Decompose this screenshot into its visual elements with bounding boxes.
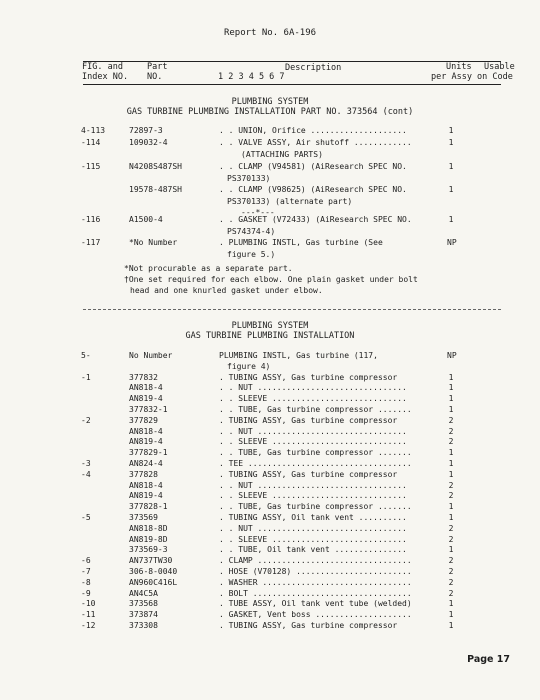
footnote-elbow-set-cont: head and one knurled gasket under elbow.: [130, 286, 323, 295]
parts-row: [0, 406, 540, 416]
units-per-assy: 1: [448, 405, 454, 414]
fig-index: -3: [81, 459, 91, 468]
parts-row: [0, 417, 540, 427]
fig-index: -2: [81, 416, 91, 425]
part-number: AN960C416L: [129, 578, 178, 587]
fig-index: 4-113: [81, 126, 106, 135]
fig-index: -115: [81, 162, 101, 171]
parts-row: [0, 175, 540, 185]
description: . . GASKET (V72433) (AiResearch SPEC NO.: [219, 215, 412, 224]
description: . TUBING ASSY, Gas turbine compressor: [219, 470, 398, 479]
description: . TUBING ASSY, Gas turbine compressor: [219, 621, 398, 630]
parts-row: [0, 186, 540, 196]
units-per-assy: 2: [448, 535, 454, 544]
parts-row: [0, 471, 540, 481]
part-number: AN818-8D: [129, 524, 168, 533]
description: (ATTACHING PARTS): [241, 150, 323, 159]
parts-row: [0, 384, 540, 394]
header-bottom-rule: [83, 84, 501, 85]
header-usable-line2: on Code: [477, 72, 513, 82]
units-per-assy: 1: [448, 383, 454, 392]
description: ---*---: [241, 208, 275, 217]
description: PS370133): [227, 174, 271, 183]
units-per-assy: 1: [448, 138, 454, 147]
part-number: 377829-1: [129, 448, 168, 457]
units-per-assy: 1: [448, 502, 454, 511]
units-per-assy: 1: [448, 599, 454, 608]
units-per-assy: 2: [448, 416, 454, 425]
description: PLUMBING INSTL, Gas turbine (117,: [219, 351, 378, 360]
description: . . UNION, Orifice ....................: [219, 126, 407, 135]
header-units-line2: per Assy: [431, 72, 472, 82]
part-number: 377832-1: [129, 405, 168, 414]
description: . TUBING ASSY, Oil tank vent ..........: [219, 513, 407, 522]
description: . BOLT .................................: [219, 589, 412, 598]
part-number: N4208S487SH: [129, 162, 182, 171]
description: . . TUBE, Gas turbine compressor .......: [219, 405, 412, 414]
units-per-assy: 2: [448, 481, 454, 490]
parts-row: [0, 216, 540, 226]
fig-index: -10: [81, 599, 96, 608]
units-per-assy: 1: [448, 470, 454, 479]
parts-row: [0, 514, 540, 524]
parts-row: [0, 239, 540, 249]
description: PS74374-4): [227, 227, 276, 236]
description: figure 4): [227, 362, 271, 371]
fig-index: -1: [81, 373, 91, 382]
units-per-assy: 2: [448, 437, 454, 446]
fig-index: -8: [81, 578, 91, 587]
parts-row: [0, 579, 540, 589]
description: . TUBE ASSY, Oil tank vent tube (welded): [219, 599, 412, 608]
units-per-assy: 2: [448, 589, 454, 598]
part-number: 377829: [129, 416, 158, 425]
parts-row: [0, 492, 540, 502]
parts-row: [0, 622, 540, 632]
units-per-assy: NP: [447, 238, 457, 247]
fig-index: -114: [81, 138, 101, 147]
part-number: 19578-487SH: [129, 185, 182, 194]
part-number: A1500-4: [129, 215, 163, 224]
parts-row: [0, 600, 540, 610]
part-number: AN4C5A: [129, 589, 158, 598]
part-number: 377828: [129, 470, 158, 479]
parts-row: [0, 228, 540, 238]
description: . . TUBE, Gas turbine compressor .......: [219, 448, 412, 457]
units-per-assy: 1: [448, 215, 454, 224]
part-number: AN737TW30: [129, 556, 173, 565]
fig-index: -6: [81, 556, 91, 565]
part-number: AN819-4: [129, 394, 163, 403]
description: . . CLAMP (V98625) (AiResearch SPEC NO.: [219, 185, 407, 194]
parts-row: [0, 503, 540, 513]
parts-row: [0, 151, 540, 161]
part-number: 72897-3: [129, 126, 163, 135]
part-number: AN819-8D: [129, 535, 168, 544]
header-usable-line1: Usable: [484, 62, 515, 72]
units-per-assy: 1: [448, 126, 454, 135]
description: . HOSE (V70128) ........................: [219, 567, 412, 576]
units-per-assy: 2: [448, 567, 454, 576]
units-per-assy: 1: [448, 610, 454, 619]
parts-row: [0, 568, 540, 578]
section1-title: PLUMBING SYSTEM: [231, 97, 309, 107]
description: . GASKET, Vent boss ....................: [219, 610, 412, 619]
part-number: AN819-4: [129, 437, 163, 446]
description: . . SLEEVE ............................: [219, 491, 407, 500]
parts-row: [0, 395, 540, 405]
units-per-assy: 2: [448, 578, 454, 587]
description: PS370133) (alternate part): [227, 197, 353, 206]
parts-row: [0, 449, 540, 459]
description: . . NUT ...............................: [219, 524, 407, 533]
header-top-rule: [83, 61, 501, 62]
units-per-assy: 1: [448, 513, 454, 522]
part-number: AN818-4: [129, 383, 163, 392]
description: figure 5.): [227, 250, 276, 259]
section2-title: PLUMBING SYSTEM: [231, 321, 309, 331]
parts-row: [0, 198, 540, 208]
part-number: 109032-4: [129, 138, 168, 147]
section1-subtitle: GAS TURBINE PLUMBING INSTALLATION PART NO. 373564 (cont): [126, 107, 414, 117]
parts-row: [0, 163, 540, 173]
part-number: AN824-4: [129, 459, 163, 468]
header-indent-digits: 1 2 3 4 5 6 7: [218, 72, 285, 82]
fig-index: -4: [81, 470, 91, 479]
part-number: 373568: [129, 599, 158, 608]
parts-row: [0, 525, 540, 535]
units-per-assy: 2: [448, 491, 454, 500]
footnote-elbow-set: †One set required for each elbow. One plain gasket under bolt: [124, 275, 418, 284]
header-part-line2: NO.: [147, 72, 163, 82]
units-per-assy: 1: [448, 448, 454, 457]
description: . . NUT ...............................: [219, 481, 407, 490]
description: . . CLAMP (V94581) (AiResearch SPEC NO.: [219, 162, 407, 171]
section-divider: [83, 309, 501, 310]
part-number: *No Number: [129, 238, 178, 247]
fig-index: -117: [81, 238, 101, 247]
description: . WASHER ...............................: [219, 578, 412, 587]
fig-index: 5-: [81, 351, 91, 360]
page-number: Page 17: [467, 654, 510, 665]
section2-subtitle: GAS TURBINE PLUMBING INSTALLATION: [185, 331, 355, 341]
units-per-assy: 1: [448, 373, 454, 382]
part-number: 373874: [129, 610, 158, 619]
header-part-line1: Part: [147, 62, 168, 72]
part-number: 373569: [129, 513, 158, 522]
description: . CLAMP ................................: [219, 556, 412, 565]
description: . . SLEEVE ............................: [219, 437, 407, 446]
part-number: AN819-4: [129, 491, 163, 500]
header-fig-line2: Index NO.: [82, 72, 129, 82]
units-per-assy: NP: [447, 351, 457, 360]
units-per-assy: 2: [448, 427, 454, 436]
parts-row: [0, 438, 540, 448]
parts-row: [0, 352, 540, 362]
footnote-not-procurable: *Not procurable as a separate part.: [124, 264, 293, 273]
header-fig-line1: FIG. and: [82, 62, 123, 72]
header-description: Description: [285, 63, 342, 73]
description: . . NUT ...............................: [219, 427, 407, 436]
parts-row: [0, 611, 540, 621]
part-number: No Number: [129, 351, 173, 360]
description: . TUBING ASSY, Gas turbine compressor: [219, 416, 398, 425]
part-number: AN818-4: [129, 427, 163, 436]
description: . . VALVE ASSY, Air shutoff ............: [219, 138, 412, 147]
description: . TEE ..................................: [219, 459, 412, 468]
header-units-line1: Units: [446, 62, 472, 72]
part-number: 377828-1: [129, 502, 168, 511]
description: . . NUT ...............................: [219, 383, 407, 392]
description: . . SLEEVE ............................: [219, 535, 407, 544]
parts-row: [0, 546, 540, 556]
fig-index: -11: [81, 610, 96, 619]
description: . TUBING ASSY, Gas turbine compressor: [219, 373, 398, 382]
description: . . TUBE, Gas turbine compressor .......: [219, 502, 412, 511]
parts-row: [0, 557, 540, 567]
units-per-assy: 1: [448, 394, 454, 403]
parts-row: [0, 139, 540, 149]
part-number: AN818-4: [129, 481, 163, 490]
parts-row: [0, 363, 540, 373]
part-number: 373308: [129, 621, 158, 630]
part-number: 377832: [129, 373, 158, 382]
report-number: Report No. 6A-196: [223, 28, 317, 38]
part-number: 373569-3: [129, 545, 168, 554]
description: . . SLEEVE ............................: [219, 394, 407, 403]
units-per-assy: 2: [448, 524, 454, 533]
description: . . TUBE, Oil tank vent ...............: [219, 545, 407, 554]
fig-index: -5: [81, 513, 91, 522]
units-per-assy: 1: [448, 545, 454, 554]
fig-index: -7: [81, 567, 91, 576]
part-number: 306-8-0040: [129, 567, 178, 576]
units-per-assy: 1: [448, 162, 454, 171]
units-per-assy: 1: [448, 185, 454, 194]
parts-row: [0, 251, 540, 261]
units-per-assy: 1: [448, 621, 454, 630]
parts-row: [0, 127, 540, 137]
fig-index: -12: [81, 621, 96, 630]
fig-index: -9: [81, 589, 91, 598]
parts-row: [0, 460, 540, 470]
description: . PLUMBING INSTL, Gas turbine (See: [219, 238, 383, 247]
fig-index: -116: [81, 215, 101, 224]
units-per-assy: 2: [448, 556, 454, 565]
units-per-assy: 1: [448, 459, 454, 468]
